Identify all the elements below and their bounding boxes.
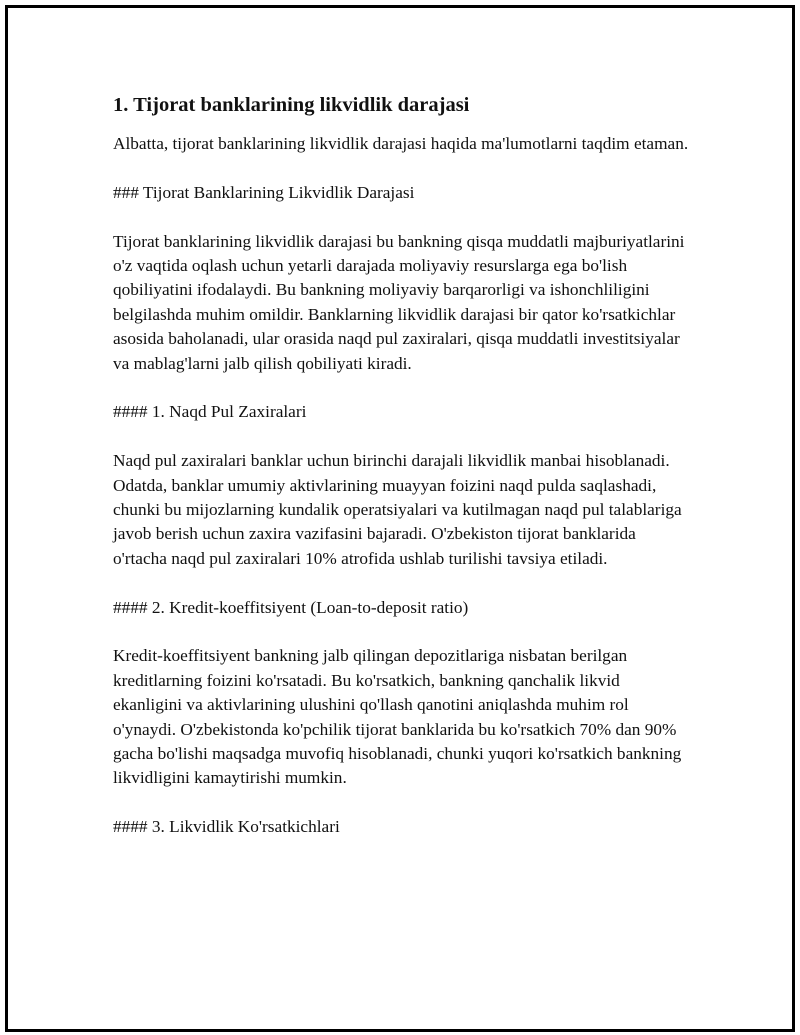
document-body <box>113 90 693 864</box>
subheading-liquidity-indicators: #### 3. Likvidlik Ko'rsatkichlari <box>113 817 340 837</box>
subheading-loan-to-deposit: #### 2. Kredit-koeffitsiyent (Loan-to-deposit ratio) <box>113 597 469 617</box>
subheading-cash-reserves: #### 1. Naqd Pul Zaxiralari <box>113 402 307 422</box>
section-heading-main: ### Tijorat Banklarining Likvidlik Darajasi <box>113 182 415 202</box>
definition-paragraph: Tijorat banklarining likvidlik darajasi bu bankning qisqa muddatli majburiyatlarini o'z vaqtida oqlash uchun yetarli darajada moliyaviy resurslarga ega bo'lish qobiliyatini ifodalaydi. Bu bankning moliyaviy barqarorligi va ishonchliligini belgilashda muhim omildir. Banklarning likvidlik darajasi bir qator ko'rsatkichlar asosida baholanadi, ular orasida naqd pul zaxiralari, qisqa muddatli investitsiyalar va mablag'larni jalb qilish qobiliyati kiradi. <box>113 231 685 373</box>
intro-paragraph: Albatta, tijorat banklarining likvidlik darajasi haqida ma'lumotlarni taqdim etaman. <box>113 134 689 153</box>
cash-reserves-paragraph: Naqd pul zaxiralari banklar uchun birinchi darajali likvidlik manbai hisoblanadi. Odatda, banklar umumiy aktivlarining muayyan foizini naqd pulda saqlashadi, chunki bu mijozlarning kundalik operatsiyalari va kutilmagan naqd pul talablariga javob berish uchun zaxira vazifasini bajaradi. O'zbekiston tijorat banklarida o'rtacha naqd pul zaxiralari 10% atrofida ushlab turilishi tavsiya etiladi. <box>113 451 682 568</box>
loan-to-deposit-paragraph: Kredit-koeffitsiyent bankning jalb qilingan depozitlariga nisbatan berilgan kreditlarning foizini ko'rsatadi. Bu ko'rsatkich, bankning qanchalik likvid ekanligini va aktivlarining ulushini qo'llash qanotini aniqlashda muhim rol o'ynaydi. O'zbekistonda ko'pchilik tijorat banklarida bu ko'rsatkich 70% dan 90% gacha bo'lishi maqsadga muvofiq hisoblanadi, chunki yuqori ko'rsatkich bankning likvidligini kamaytirishi mumkin. <box>113 646 682 788</box>
document-title: 1. Tijorat banklarining likvidlik darajasi <box>113 94 470 116</box>
